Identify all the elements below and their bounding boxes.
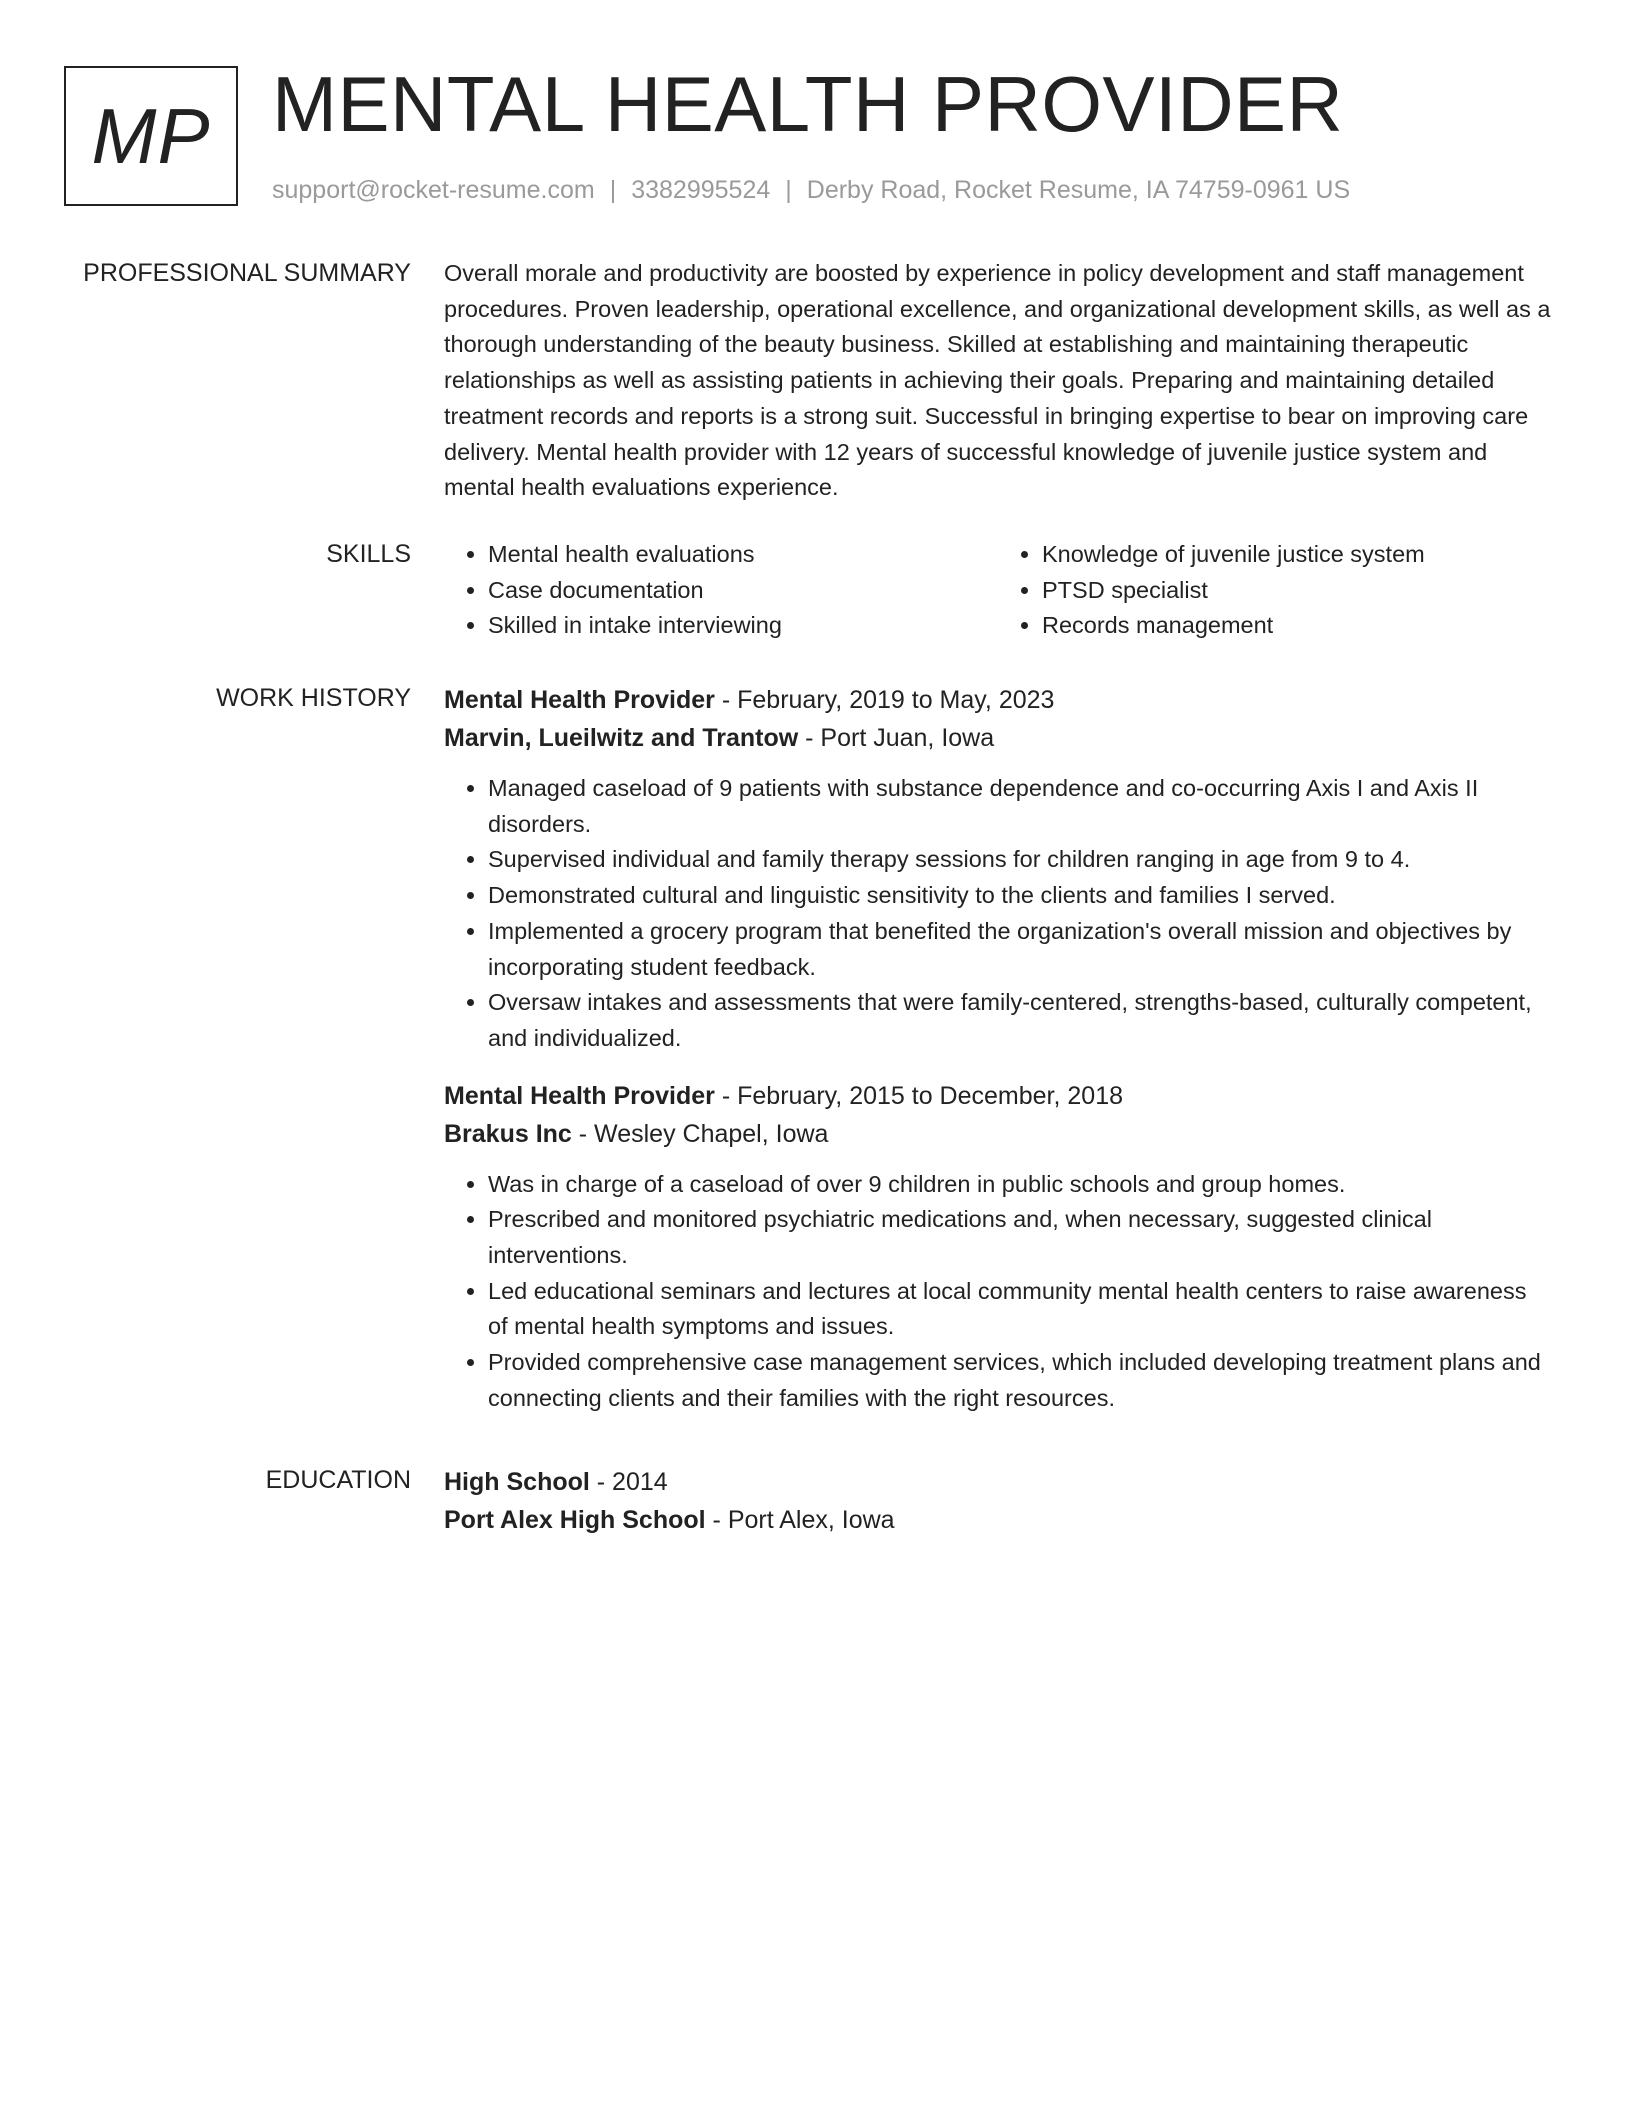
work-body	[444, 681, 1552, 1417]
job-bullet: • Prescribed and monitored psychiatric medications and, when necessary, suggested clinical interventions.	[488, 1202, 1552, 1273]
summary-text: Overall morale and productivity are boosted by experience in policy development and staff management procedures. Proven leadership, operational excellence, and organizational development skills, as well as a thorough understanding of the beauty business. Skilled at establishing and maintaining therapeutic relationships as well as assisting patients in achieving their goals. Preparing and maintaining detailed treatment records and reports is a strong suit. Successful in bringing expertise to bear on improving care delivery. Mental health provider with 12 years of successful knowledge of juvenile justice system and mental health evaluations experience.	[444, 260, 1551, 501]
degree-line	[444, 1463, 1552, 1501]
job-dates: - February, 2015 to December, 2018	[714, 1081, 1123, 1110]
education-body	[444, 1463, 1552, 1539]
job-dates: - February, 2019 to May, 2023	[714, 686, 1055, 714]
job-bullet: • Oversaw intakes and assessments that were family-centered, strengths-based, culturally competent, and individualized.	[488, 985, 1552, 1056]
skill-item: • Records management	[1042, 608, 1552, 644]
skills-list-right	[998, 537, 1552, 644]
address-text: Derby Road, Rocket Resume, IA 74759-0961 US	[806, 176, 1351, 204]
job-location: - Wesley Chapel, Iowa	[571, 1119, 829, 1148]
summary-heading: PROFESSIONAL SUMMARY	[83, 259, 411, 287]
job-role: Mental Health Provider	[444, 1081, 715, 1110]
page-title: MENTAL HEALTH PROVIDER	[272, 60, 1344, 148]
job-entry	[444, 1077, 1552, 1417]
job-entry	[444, 681, 1552, 1057]
school-location: - Port Alex, Iowa	[705, 1506, 895, 1534]
job-bullet: • Was in charge of a caseload of over 9 children in public schools and group homes.	[488, 1167, 1552, 1203]
job-bullet: • Supervised individual and family therapy sessions for children ranging in age from 9 to 4.	[488, 842, 1552, 878]
job-company: Marvin, Lueilwitz and Trantow	[444, 724, 799, 752]
school-line	[444, 1501, 1552, 1539]
contact-line	[272, 174, 1350, 206]
job-title-line	[444, 681, 1552, 719]
school-name: Port Alex High School	[444, 1506, 706, 1534]
job-bullet-list	[444, 771, 1552, 1057]
skills-heading: SKILLS	[326, 540, 411, 568]
email-text: support@rocket-resume.com	[272, 176, 595, 204]
skill-item: • PTSD specialist	[1042, 573, 1552, 609]
education-heading: EDUCATION	[265, 1466, 411, 1494]
degree-name: High School	[444, 1468, 590, 1496]
skills-body	[444, 537, 1552, 644]
summary-body	[444, 256, 1552, 506]
job-bullet: • Demonstrated cultural and linguistic sensitivity to the clients and families I served.	[488, 878, 1552, 914]
skill-item: • Skilled in intake interviewing	[488, 608, 998, 644]
contact-separator: |	[785, 176, 792, 204]
job-bullet-list	[444, 1167, 1552, 1417]
job-bullet: • Led educational seminars and lectures at local community mental health centers to raise awareness of mental health symptoms and issues.	[488, 1274, 1552, 1345]
skill-item: • Knowledge of juvenile justice system	[1042, 537, 1552, 573]
skills-list-left	[444, 537, 998, 644]
skill-item: • Case documentation	[488, 573, 998, 609]
work-heading: WORK HISTORY	[216, 684, 411, 712]
phone-text: 3382995524	[631, 176, 771, 204]
job-location: - Port Juan, Iowa	[798, 724, 995, 752]
initials-monogram: MP	[64, 66, 238, 206]
job-company-line	[444, 1115, 1552, 1153]
contact-separator: |	[609, 176, 617, 204]
job-company-line	[444, 719, 1552, 757]
job-bullet: • Provided comprehensive case management services, which included developing treatment plans and connecting clients and their families with the right resources.	[488, 1345, 1552, 1416]
skill-item: • Mental health evaluations	[488, 537, 998, 573]
job-bullet: • Managed caseload of 9 patients with substance dependence and co-occurring Axis I and Axis II disorders.	[488, 771, 1552, 842]
job-title-line	[444, 1077, 1552, 1115]
job-bullet: • Implemented a grocery program that benefited the organization's overall mission and objectives by incorporating student feedback.	[488, 914, 1552, 985]
degree-year: - 2014	[589, 1468, 668, 1496]
job-company: Brakus Inc	[444, 1119, 572, 1148]
job-role: Mental Health Provider	[444, 686, 715, 714]
